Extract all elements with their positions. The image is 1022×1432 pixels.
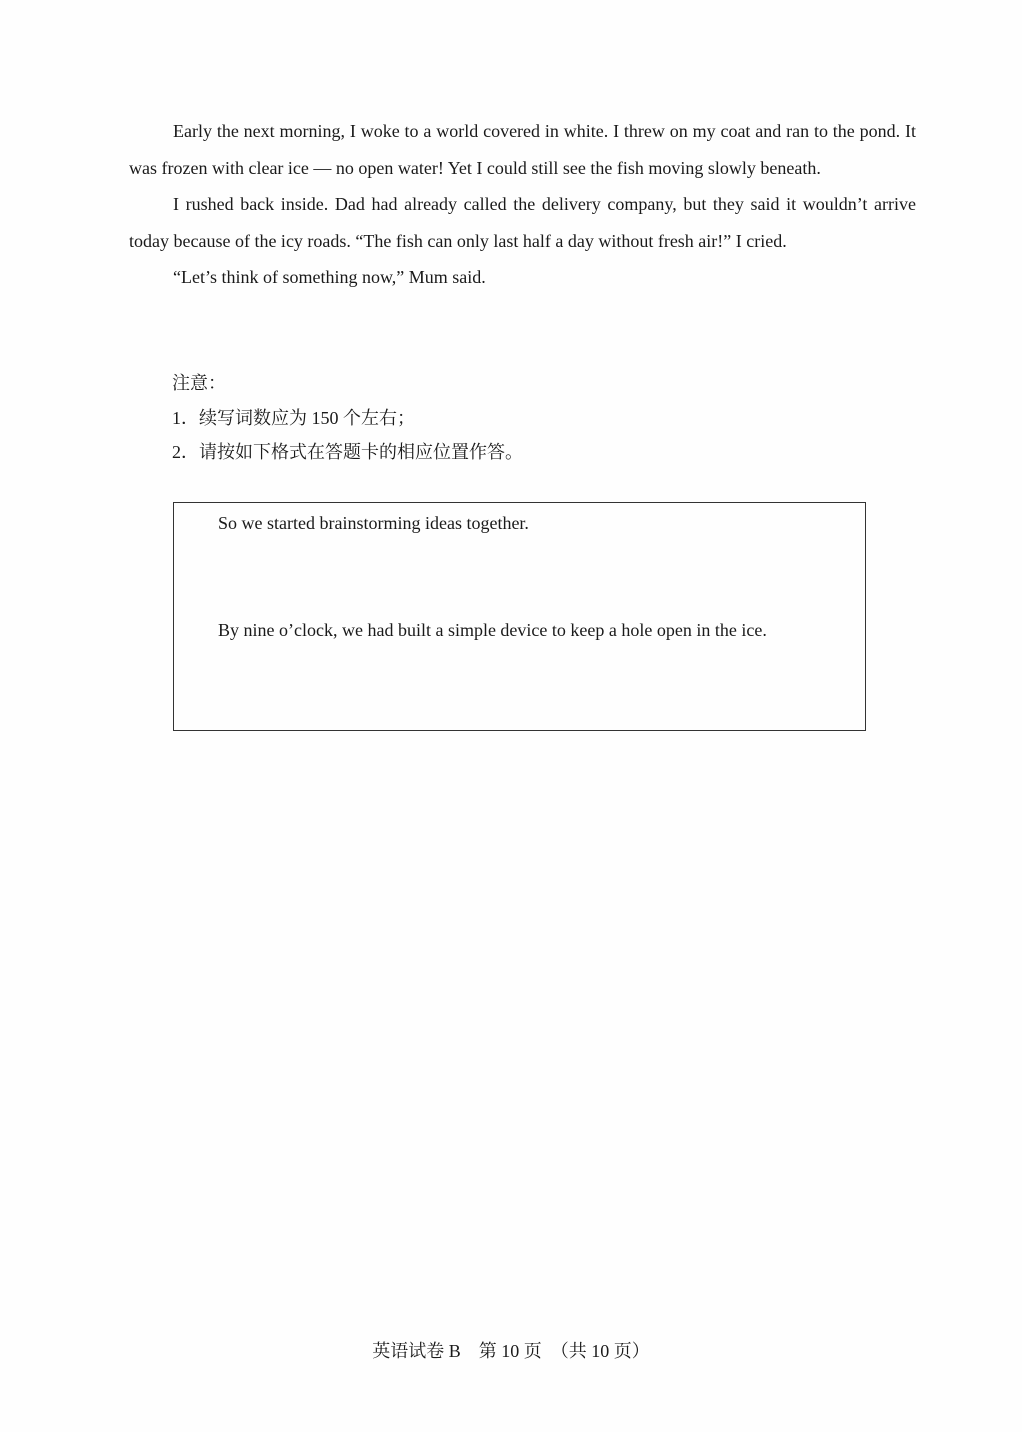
notes-item-word-count: 1．续写词数应为 150 个左右； xyxy=(172,407,415,428)
paragraph-1-opening-sentence: So we started brainstorming ideas together. xyxy=(218,513,529,533)
instructions-notes xyxy=(172,366,872,470)
notes-item-answer-format: 2．请按如下格式在答题卡的相应位置作答。 xyxy=(172,442,523,462)
passage-paragraph-1: Early the next morning, I woke to a world covered in white. I threw on my coat and ran to the pond. It was frozen with clear ice — no open water! Yet I could still see the fish moving slowly beneath. xyxy=(129,121,916,178)
story-passage xyxy=(129,113,916,296)
notes-heading: 注意： xyxy=(172,373,226,393)
passage-paragraph-3: “Let’s think of something now,” Mum said. xyxy=(173,267,486,287)
paragraph-2-opening-sentence: By nine o’clock, we had built a simple device to keep a hole open in the ice. xyxy=(218,620,767,640)
answer-format-box xyxy=(173,502,866,731)
page-footer: 英语试卷 B 第 10 页 （共 10 页） xyxy=(372,1341,650,1361)
passage-paragraph-2: I rushed back inside. Dad had already called the delivery company, but they said it wouldn’t arrive today because of the icy roads. “The fish can only last half a day without fresh air!” I cried. xyxy=(129,194,916,251)
